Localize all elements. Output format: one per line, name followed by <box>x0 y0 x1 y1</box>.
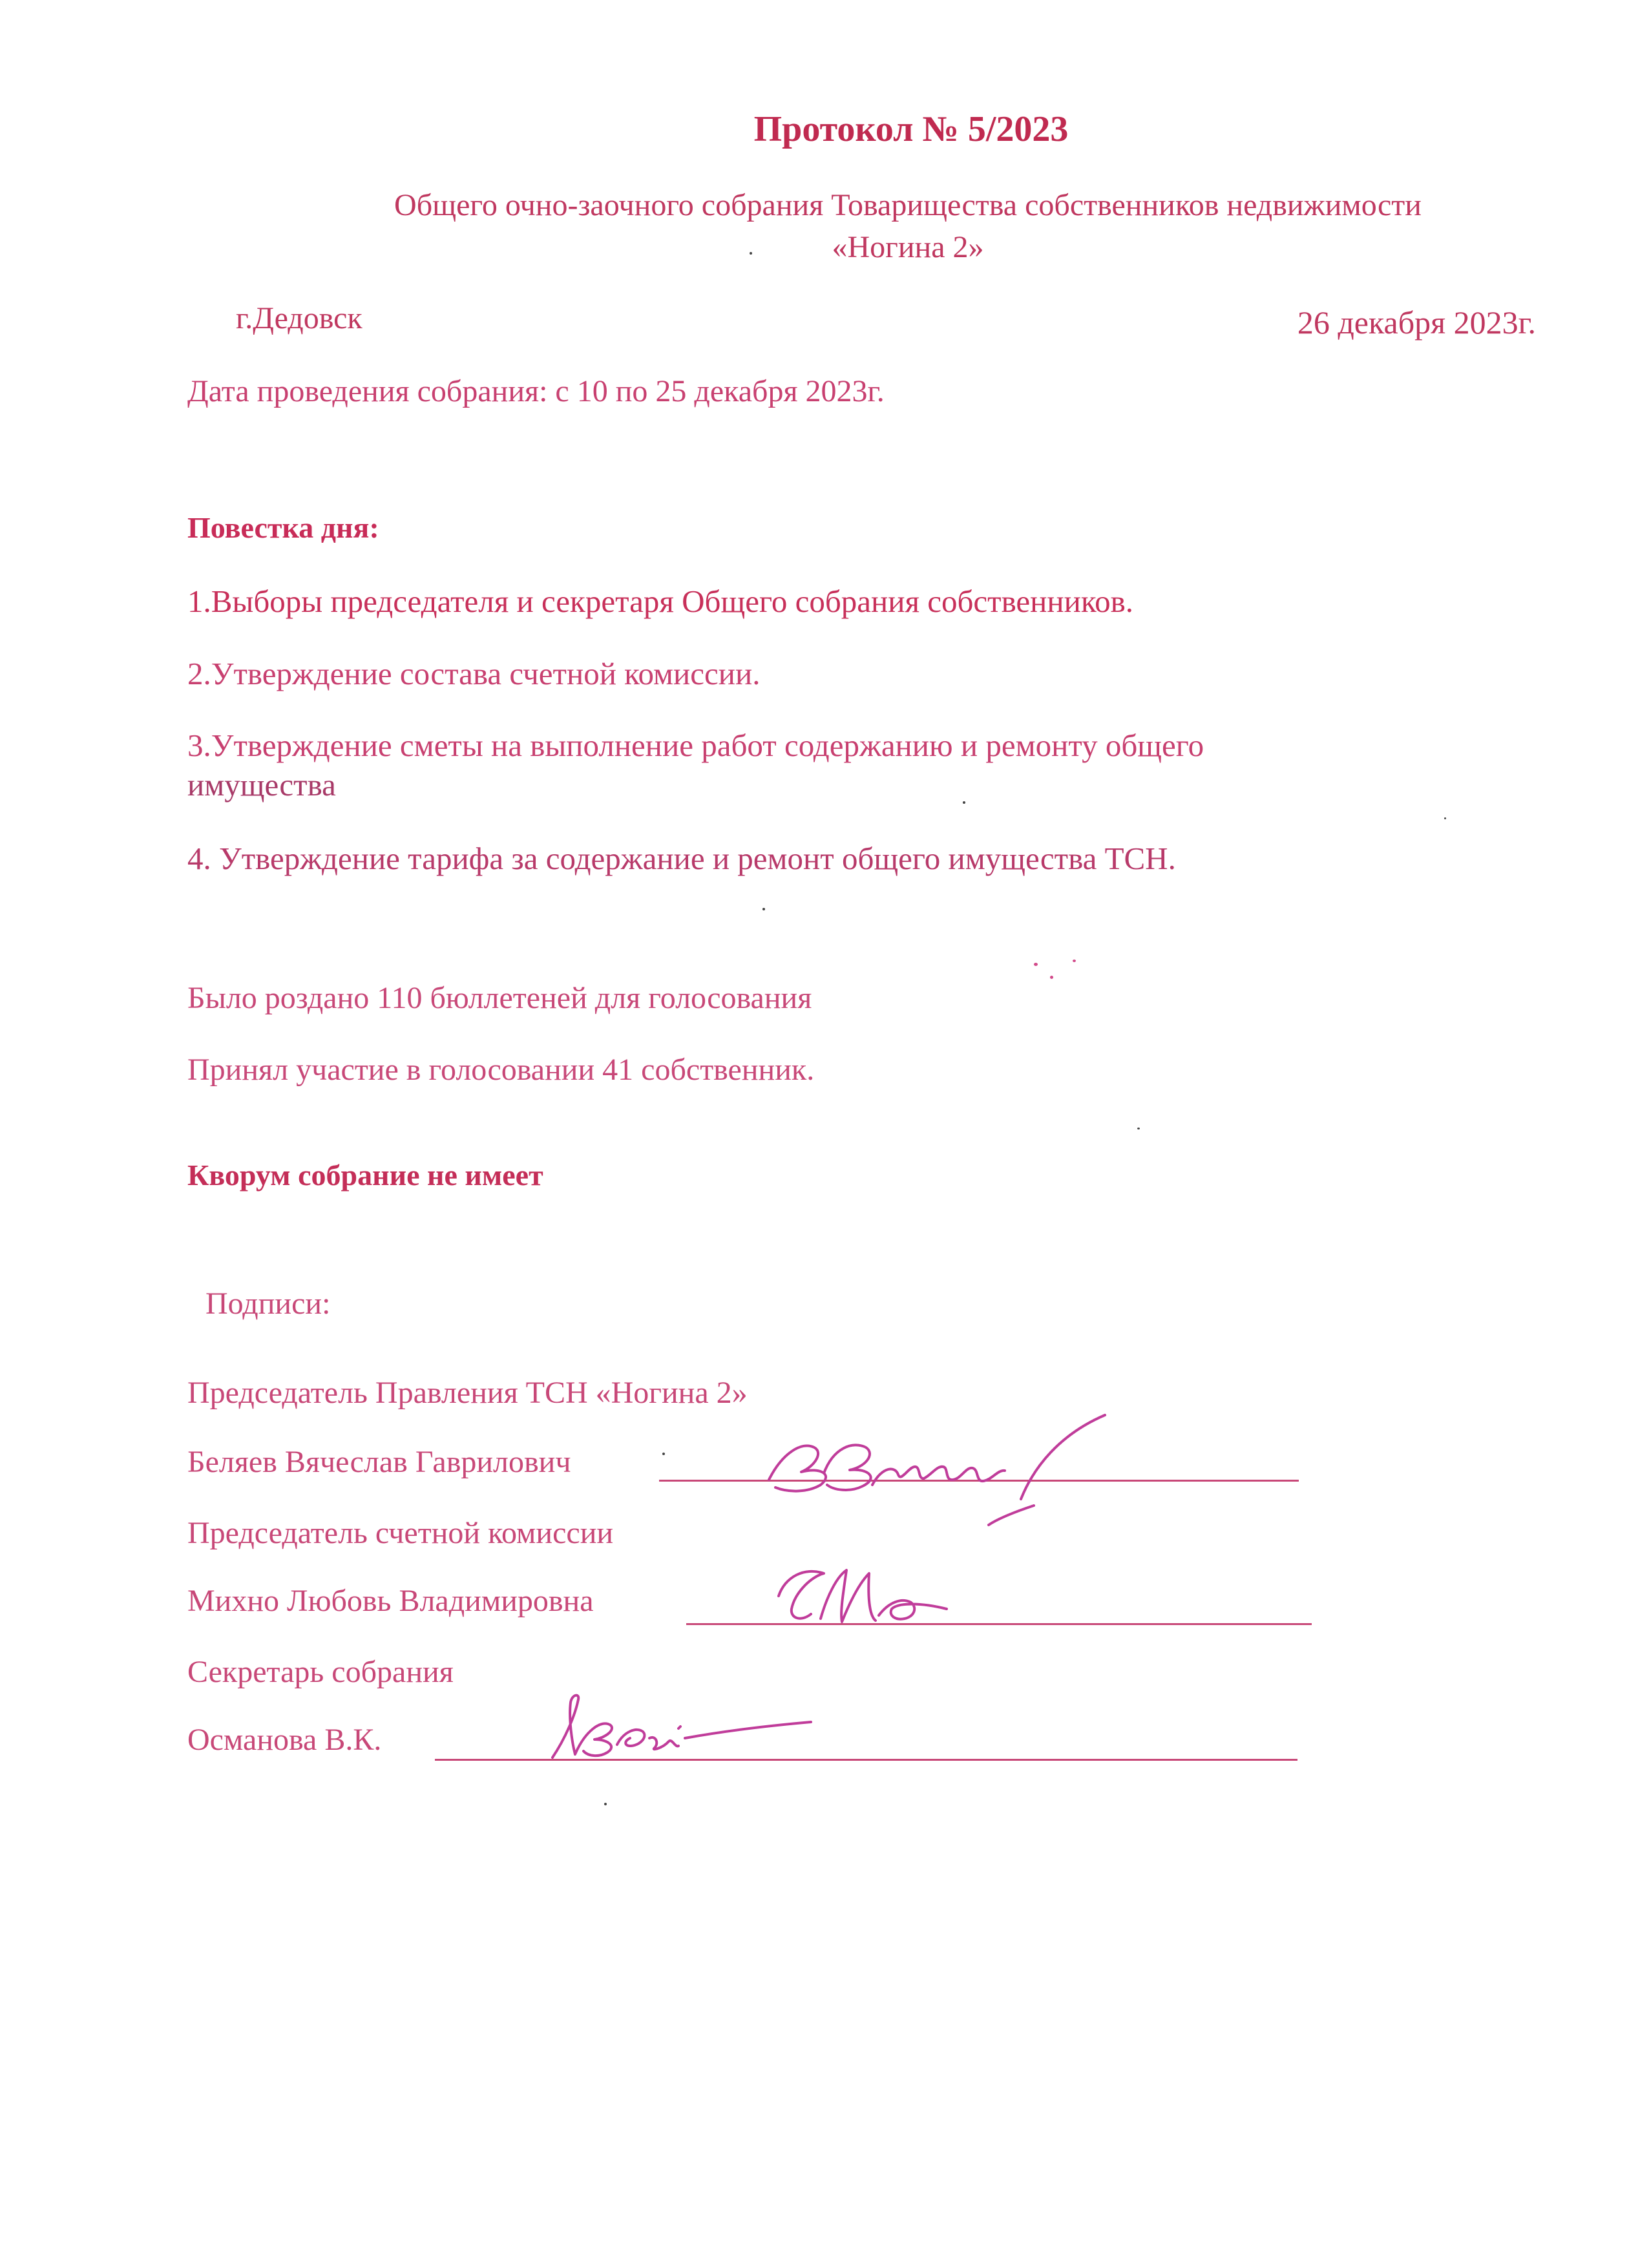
chairman-signature <box>743 1402 1144 1531</box>
document-subtitle-line1: Общего очно-заочного собрания Товарищества собственников недвижимости <box>394 188 1422 222</box>
scan-speck <box>1137 1128 1140 1129</box>
commission-chair-name: Михно Любовь Владимировна <box>187 1584 594 1618</box>
agenda-item-1: 1.Выборы председателя и секретаря Общего собрания собственников. <box>187 583 1134 619</box>
quorum-statement: Кворум собрание не имеет <box>187 1159 543 1192</box>
document-date: 26 декабря 2023г. <box>1297 304 1536 341</box>
agenda-heading: Повестка дня: <box>187 511 379 544</box>
chairman-name: Беляев Вячеслав Гаврилович <box>187 1445 571 1479</box>
ballots-distributed: Было роздано 110 бюллетеней для голосования <box>187 981 812 1015</box>
scan-speck <box>662 1453 665 1455</box>
scan-speck <box>1050 976 1053 979</box>
scan-speck <box>963 801 965 804</box>
scan-speck <box>1073 960 1076 962</box>
agenda-item-3: 3.Утверждение сметы на выполнение работ содержанию и ремонту общего <box>187 728 1204 763</box>
scan-speck <box>1034 963 1038 966</box>
scan-speck <box>604 1803 607 1805</box>
secretary-title: Секретарь собрания <box>187 1655 454 1689</box>
secretary-name: Османова В.К. <box>187 1723 382 1757</box>
agenda-item-4: 4. Утверждение тарифа за содержание и ремонт общего имущества ТСН. <box>187 841 1176 876</box>
agenda-item-3-continuation: имущества <box>187 767 336 803</box>
document-title: Протокол № 5/2023 <box>753 109 1069 149</box>
signatures-heading: Подписи: <box>205 1286 331 1321</box>
secretary-signature <box>540 1686 824 1764</box>
commission-chair-title: Председатель счетной комиссии <box>187 1516 614 1550</box>
scan-speck <box>1444 817 1446 819</box>
voting-participants: Принял участие в голосовании 41 собственник. <box>187 1053 815 1087</box>
city: г.Дедовск <box>236 301 362 335</box>
scan-speck <box>762 908 765 910</box>
chairman-title: Председатель Правления ТСН «Ногина 2» <box>187 1376 748 1410</box>
commission-chair-signature <box>766 1557 960 1635</box>
agenda-item-2: 2.Утверждение состава счетной комиссии. <box>187 656 761 691</box>
document-subtitle-line2: «Ногина 2» <box>832 230 984 264</box>
meeting-date: Дата проведения собрания: с 10 по 25 декабря 2023г. <box>187 374 885 408</box>
scan-speck <box>750 252 752 255</box>
